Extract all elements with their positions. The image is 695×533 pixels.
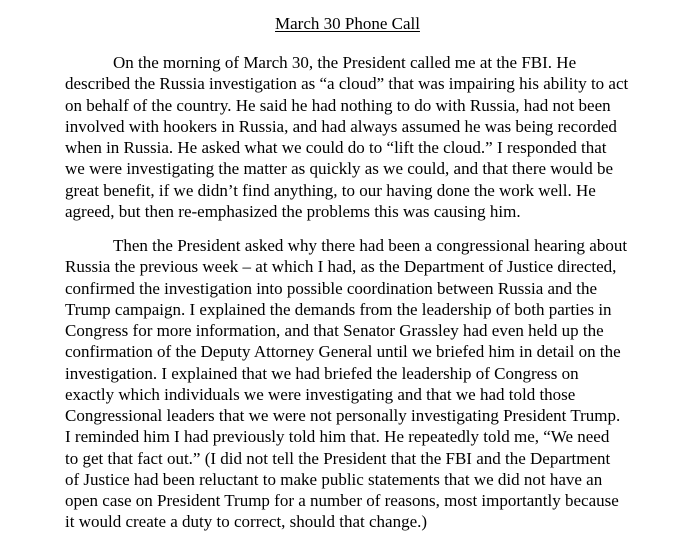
paragraph-2 [65,235,665,533]
text-line: confirmed the investigation into possible coordination between Russia and the [65,278,598,298]
document-title [0,13,695,35]
text-line: Congressional leaders that we were not personally investigating President Trump. [65,406,621,425]
document-title-text: March 30 Phone Call [275,14,420,33]
text-line: we were investigating the matter as quickly as we could, and that there would be [65,159,614,179]
text-line: described the Russia investigation as “a cloud” that was impairing his ability to act [65,74,629,94]
text-line: great benefit, if we didn’t find anything, to our having done the work well. He [65,180,596,200]
text-line: exactly which individuals we were investigating and that we had told those [65,384,576,404]
text-line: Russia the previous week – at which I had, as the Department of Justice directed, [65,257,617,277]
text-line: Trump campaign. I explained the demands from the leadership of both parties in [65,299,612,319]
text-line: Congress for more information, and that Senator Grassley had even held up the [65,321,604,340]
text-line: when in Russia. He asked what we could do to “lift the cloud.” I responded that [65,138,607,157]
text-line: open case on President Trump for a number of reasons, most importantly because [65,491,619,510]
text-line: confirmation of the Deputy Attorney General until we briefed him in detail on the [65,342,621,362]
text-line: agreed, but then re-emphasized the problems this was causing him. [65,201,521,221]
text-line: on behalf of the country. He said he had nothing to do with Russia, had not been [65,95,611,115]
text-line: of Justice had been reluctant to make public statements that we did not have an [65,469,603,489]
text-line: investigation. I explained that we had briefed the leadership of Congress on [65,363,579,383]
paragraph-1 [65,52,665,222]
text-line: On the morning of March 30, the President called me at the FBI. He [113,53,577,72]
text-line: I reminded him I had previously told him that. He repeatedly told me, “We need [65,427,610,447]
text-line: it would create a duty to correct, should that change.) [65,512,428,532]
text-line: Then the President asked why there had been a congressional hearing about [113,236,628,255]
text-line: involved with hookers in Russia, and had always assumed he was being recorded [65,116,617,136]
text-line: to get that fact out.” (I did not tell the President that the FBI and the Department [65,448,611,468]
